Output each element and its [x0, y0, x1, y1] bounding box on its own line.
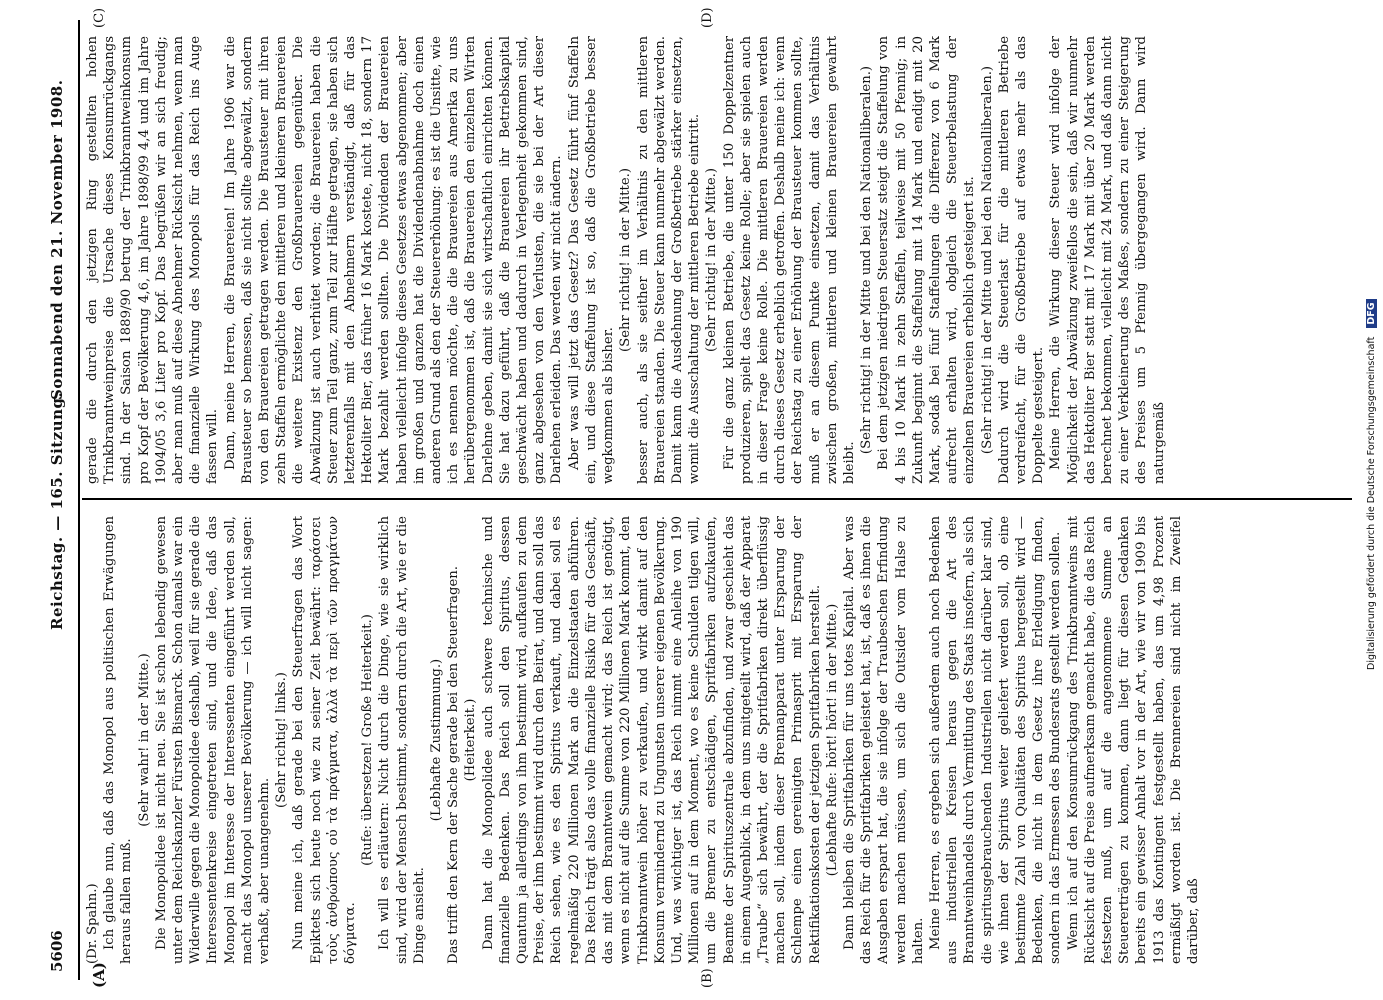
left-text-column: [84, 516, 1324, 964]
paragraph: Für die ganz kleinen Betriebe, die unter 150 Doppelzentner produzieren, spielt das Gesetz keine Rolle; aber sie spielen auch in dieser Frage keine Rolle. Die mittleren Brauereien werden durch dieses Gesetz erheblich getroffen. Deshalb meine ich: wenn der Reichstag zu einer Erhöhung der Brausteuer kommen sollte, muß er an diesem Punkte einsetzen, damit das Verhältnis zwischen großen, mittleren und kleinen Brauereien gewahrt bleibt.: [721, 36, 857, 484]
paragraph: (Sehr richtig! in der Mitte und bei den Nationalliberalen.): [859, 65, 875, 455]
paragraph: (Heiterkeit.): [463, 698, 479, 782]
margin-mark-a: (A): [90, 962, 108, 988]
margin-mark-d: (D): [700, 7, 715, 28]
header-rule: [78, 20, 80, 980]
paragraph: (Dr. Spahn.): [85, 883, 100, 964]
margin-mark-c: (C): [92, 7, 107, 28]
session-title: Reichstag. — 165. Sitzung.: [48, 391, 66, 630]
paragraph: Meine Herren, die Wirkung dieser Steuer wird infolge der Möglichkeit der Abwälzung zweifellos die sein, daß wir nunmehr das Hektoliter Bier statt mit 17 Mark mit über 20 Mark werden berechnet bekommen, vielleicht mit 24 Mark, und daß dann nicht zu einer Verkleinerung des Maßes, sondern zu einer Steigerung des Preises um 5 Pfennig übergegangen wird. Dann wird naturgemäß: [1048, 36, 1167, 484]
paragraph: (Sehr richtig! in der Mitte.): [704, 168, 720, 352]
session-date: Sonnabend den 21. November 1908.: [48, 79, 66, 400]
paragraph: Dann hat die Monopolidee auch schwere technische und finanzielle Bedenken. Das Reich soll den Spiritus, dessen Quantum ja allerdings von ihm bestimmt wird, aufkaufen zu dem Preise, der ihm bestimmt wird durch den Beirat, und dann soll das Reich sehen, wie es den Spiritus verkauft, und dabei soll es regelmäßig 220 Millionen Mark an die Einzelstaaten abführen. Das Reich trägt also das volle finanzielle Risiko für das Geschäft, das mit dem Branntwein gemacht wird; das Reich ist genötigt, wenn es nicht auf die Summe von 220 Millionen Mark kommt, den Trinkbranntwein höher zu verkaufen, und wirkt damit auf den Konsum vermindernd zu Ungunsten unserer eigenen Bevölkerung. Und, was wichtiger ist, das Reich nimmt eine Anleihe von 190 Millionen auf in dem Moment, wo es keine Schulden tilgen will, um die Brenner zu entschädigen, Spritfabriken aufzukaufen, Beamte der Spirituszentrale abzufinden, und zwar geschieht das in einem Augenblick, in dem uns mitgeteilt wird, daß der Apparat „Traube“ sich bewährt, der die Spritfabriken direkt überflüssig machen soll, indem dieser Brennapparat unter Ersparung der Schlempe einen gereinigten Primasprit mit Ersparung der Rektifikationskosten der jetzigen Spritfabriken herstellt.: [480, 516, 823, 964]
paragraph: Wenn ich auf den Konsumrückgang des Trinkbranntweins mit Rücksicht auf die Preise aufmerksam gemacht habe, die das Reich festsetzen muß, um auf die angenommene Summe an Steuererträgen zu kommen, dann liegt für diesen Gedanken bereits ein gewisser Anhalt vor in der Art, wie wir von 1909 bis 1913 das Kontingent festgestellt haben, das um 4,98 Prozent ermäßigt worden ist. Die Brennereien sind nicht im Zweifel darüber, daß: [1065, 516, 1201, 964]
digitization-footer: [1366, 20, 1377, 670]
paragraph: (Rufe: übersetzen! Große Heiterkeit.): [360, 614, 376, 866]
paragraph: (Sehr richtig! links.): [274, 672, 290, 808]
page-header: [48, 0, 72, 1000]
paragraph: Die Monopolidee ist nicht neu. Sie ist schon lebendig gewesen unter dem Reichskanzler Fürsten Bismarck. Schon damals war ein Widerwille gegen die Monopolidee deshalb, weil für sie gerade die Interessentenkreise eingetreten sind, und die Idee, daß das Monopol im Interesse der Interessenten eingeführt werden soll, macht das Monopol unserer Bevölkerung — ich will nicht sagen: verhaßt, aber unangenehm.: [153, 516, 273, 964]
paragraph: Dann bleiben die Spritfabriken für uns totes Kapital. Aber was das Reich für die Spritfabriken geleistet hat, ist, daß es ihnen die Ausgaben erspart hat, die sie infolge der Traubeschen Erfindung werden machen müssen, um sich die Outsider vom Halse zu halten.: [841, 516, 926, 964]
paragraph: (Sehr richtig! in der Mitte.): [618, 168, 634, 352]
paragraph: Das trifft den Kern der Sache gerade bei den Steuerfragen.: [446, 566, 462, 964]
paragraph: besser auch, als sie seither im Verhältnis zu den mittleren Brauereien standen. Die Steuer kann nunmehr abgewälzt werden. Damit kann die Ausdehnung der Großbetriebe stärker einsetzen, womit die Ausschaltung der mittleren Betriebe eintritt.: [635, 36, 703, 484]
column-divider: [82, 499, 1352, 501]
paragraph: Nun meine ich, daß gerade bei den Steuerfragen das Wort Epiktets sich heute noch wie zu seiner Zeit bewährt: ταράσσει τοὺς ἀνθρώπους οὐ τὰ πράγματα, ἀλλὰ τὰ περὶ τῶν πραγμάτων δόγματα.: [291, 516, 359, 964]
footer-text: Digitalisierung gefördert durch die Deutsche Forschungsgemeinschaft: [1366, 336, 1377, 670]
paragraph: Dann, meine Herren, die Brauereien! Im Jahre 1906 war die Brausteuer so bemessen, daß sie nicht sollte abgewälzt, sondern von den Brauereien getragen werden. Die Brausteuer mit ihren zehn Staffeln ermöglichte den mittleren und kleineren Brauereien die weitere Existenz den Großbrauereien gegenüber. Die Abwälzung ist auch verhütet worden; die Brauereien haben die Steuer zum Teil ganz, zum Teil zur Hälfte getragen, sie haben sich letzterenfalls mit den Abnehmern verständigt, daß für das Hektoliter Bier, das früher 16 Mark kostete, nicht 18, sondern 17 Mark bezahlt werden sollten. Die Dividenden der Brauereien haben vielleicht infolge dieses Gesetzes etwas abgenommen; aber im großen und ganzen hat die Dividendenabnahme doch einen anderen Grund als den der Steuererhöhung: es ist die Unsitte, wie ich es nennen möchte, die die Brauereien aus Amerika zu uns herübergenommen ist, daß die Brauereien den einzelnen Wirten Darlehne geben, damit sie sich wirtschaftlich einrichten können. Sie hat dazu geführt, daß die Brauereien ihr Betriebskapital geschwächt haben und dadurch in Verlegenheit gekommen sind, ganz abgesehen von den Verlusten, die sie bei der Art dieser Darlehen erleiden. Das werden wir nicht ändern.: [222, 36, 565, 484]
paragraph: (Sehr wahr! in der Mitte.): [136, 653, 152, 827]
paragraph: Aber was will jetzt das Gesetz? Das Gesetz führt fünf Staffeln ein, und diese Staffelung ist so, daß die Großbetriebe besser wegkommen als bisher.: [566, 36, 617, 484]
paragraph: Bei dem jetzigen niedrigen Steuersatz steigt die Staffelung von 4 bis 10 Mark in zehn Staffeln, teilweise mit 50 Pfennig; in Zukunft beginnt die Staffelung mit 14 Mark und endigt mit 20 Mark, sodaß bei fünf Staffelungen die Differenz von 6 Mark aufrecht erhalten wird, obgleich die Steuerbelastung der einzelnen Brauereien erheblich gesteigert ist.: [876, 36, 978, 484]
paragraph: gerade die durch den jetzigen Ring gestellten hohen Trinkbranntweinpreise die Ursache dieses Konsumrückgangs sind. In der Saison 1889/90 betrug der Trinkbranntweinkonsum pro Kopf der Bevölkerung 4,6, im Jahre 1898/99 4,4 und im Jahre 1904/05 3,6 Liter pro Kopf. Das begrüßen wir an sich freudig; aber man muß auf diese Abnehmer Rücksicht nehmen, wenn man die finanzielle Wirkung des Monopols für das Reich ins Auge fassen will.: [85, 36, 221, 484]
dfg-logo: DFG: [1366, 299, 1377, 327]
paragraph: (Sehr richtig! in der Mitte und bei den Nationalliberalen.): [979, 65, 995, 455]
paragraph: Ich will es erläutern: Nicht durch die Dinge, wie sie wirklich sind, wird der Mensch bestimmt, sondern durch die Art, wie er die Dinge ansieht.: [377, 516, 427, 964]
paragraph: Meine Herren, es ergeben sich außerdem auch noch Bedenken aus industriellen Kreisen heraus gegen die Art des Branntweinhandels durch Vermittlung des Staats insofern, als sich die spiritusgebrauchenden Industriellen nicht darüber klar sind, wie ihnen der Spiritus weiter geliefert werden soll, ob eine bestimmte Zahl von Qualitäten des Spiritus hergestellt wird — Bedenken, die nicht in dem Gesetz ihre Erledigung finden, sondern in das Ermessen des Bundesrats gestellt werden sollen.: [927, 516, 1064, 964]
paragraph: (Lebhafte Rufe: hört! hört! in der Mitte.): [824, 603, 840, 877]
paragraph: Ich glaube nun, daß das Monopol aus politischen Erwägungen heraus fallen muß.: [102, 516, 135, 964]
paragraph: Dadurch wird die Steuerlast für die mittleren Betriebe verdreifacht, für die Großbetriebe auf etwas mehr als das Doppelte gesteigert.: [996, 36, 1047, 484]
paragraph: (Lebhafte Zustimmung.): [429, 658, 445, 822]
page-number: 5606: [48, 930, 66, 972]
right-text-column: [84, 36, 1324, 484]
margin-mark-b: (B): [700, 968, 715, 988]
